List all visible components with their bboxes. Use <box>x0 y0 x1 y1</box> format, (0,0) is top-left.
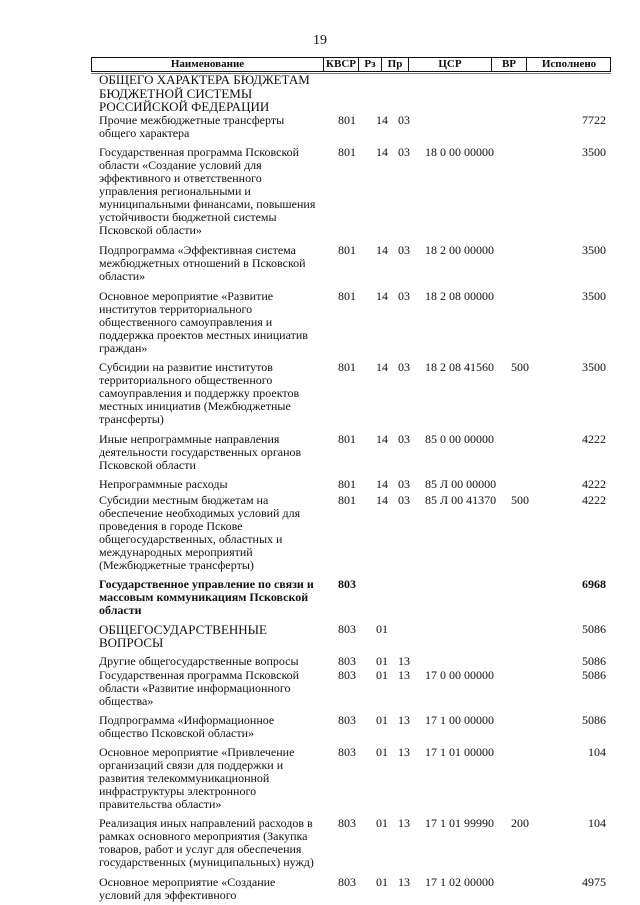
row-name-line: управления региональными и <box>99 183 251 198</box>
row-rz: 01 <box>376 712 388 727</box>
row-name-line: ОБЩЕГОСУДАРСТВЕННЫЕ ВОПРОСЫ <box>99 621 267 650</box>
row-rz: 01 <box>376 621 388 636</box>
row-name-line: общегосударственных, областных и <box>99 531 283 546</box>
table-body <box>0 73 640 902</box>
row-name <box>99 669 321 708</box>
row-name-line: граждан» <box>99 340 148 355</box>
row-kvsr: 803 <box>338 576 356 591</box>
row-name-line: институтов территориального <box>99 301 253 316</box>
table-row <box>0 290 640 355</box>
row-name-line: Субсидии на развитие институтов <box>99 359 273 374</box>
row-pr: 13 <box>398 744 410 759</box>
row-name-line: области <box>99 602 142 617</box>
row-name-line: области «Развитие информационного <box>99 680 291 695</box>
table-row <box>0 361 640 426</box>
row-name-line: местных инициатив (Межбюджетные <box>99 398 291 413</box>
row-amount: 5086 <box>582 621 606 636</box>
row-pr: 03 <box>398 431 410 446</box>
row-csr: 17 1 01 00000 <box>425 744 494 759</box>
header-csr: ЦСР <box>438 58 462 70</box>
row-rz: 14 <box>376 359 388 374</box>
table-row <box>0 876 640 902</box>
row-pr: 13 <box>398 653 410 668</box>
table-row <box>0 494 640 572</box>
header-pr: Пр <box>387 58 403 70</box>
table-header <box>91 57 611 72</box>
row-rz: 14 <box>376 144 388 159</box>
row-csr: 18 2 08 41560 <box>425 359 494 374</box>
row-amount: 6968 <box>582 576 606 591</box>
row-name-line: области «Создание условий для <box>99 157 262 172</box>
row-kvsr: 803 <box>338 815 356 830</box>
row-name <box>99 244 321 283</box>
row-name-line: муниципальными финансами, повышения <box>99 196 316 211</box>
row-kvsr: 803 <box>338 653 356 668</box>
row-name-line: самоуправления и поддержку проектов <box>99 385 300 400</box>
table-row <box>0 433 640 472</box>
row-amount: 3500 <box>582 144 606 159</box>
row-rz: 01 <box>376 653 388 668</box>
row-name-line: правительства области» <box>99 796 222 811</box>
row-name <box>99 746 321 811</box>
row-amount: 4222 <box>582 431 606 446</box>
row-csr: 17 1 00 00000 <box>425 712 494 727</box>
row-name-line: международных мероприятий <box>99 544 253 559</box>
row-name-line: Государственная программа Псковской <box>99 144 300 159</box>
row-rz: 01 <box>376 744 388 759</box>
row-pr: 03 <box>398 144 410 159</box>
row-kvsr: 803 <box>338 744 356 759</box>
row-name-line: Реализация иных направлений расходов в <box>99 815 313 830</box>
header-amount: Исполнено <box>541 58 597 70</box>
row-name-line: Государственное управление по связи и <box>99 576 314 591</box>
row-kvsr: 801 <box>338 112 356 127</box>
row-kvsr: 801 <box>338 431 356 446</box>
row-pr: 13 <box>398 815 410 830</box>
row-name-line: Псковской области <box>99 457 196 472</box>
row-name-line: рамках основного мероприятия (Закупка <box>99 828 308 843</box>
row-amount: 5086 <box>582 653 606 668</box>
row-csr: 17 1 02 00000 <box>425 874 494 889</box>
row-name-line: Основное мероприятие «Создание <box>99 874 276 889</box>
row-name-line: общество Псковской области» <box>99 725 255 740</box>
header-kvsr: КВСР <box>326 58 356 70</box>
row-name-line: Подпрограмма «Эффективная система <box>99 242 297 257</box>
row-name-line: Субсидии местным бюджетам на <box>99 492 269 507</box>
row-amount: 7722 <box>582 112 606 127</box>
row-rz: 14 <box>376 431 388 446</box>
row-pr: 13 <box>398 874 410 889</box>
row-kvsr: 803 <box>338 712 356 727</box>
row-name-line: Непрограммные расходы <box>99 476 228 491</box>
row-name <box>99 876 321 902</box>
row-csr: 17 0 00 00000 <box>425 667 494 682</box>
table-row <box>0 655 640 668</box>
row-name <box>99 714 321 740</box>
row-name-line: БЮДЖЕТНОЙ СИСТЕМЫ <box>99 85 253 101</box>
row-name-line: Другие общегосударственные вопросы <box>99 653 299 668</box>
row-pr: 03 <box>398 492 410 507</box>
row-name-line: эффективного и ответственного <box>99 170 262 185</box>
row-rz: 14 <box>376 242 388 257</box>
row-csr: 17 1 01 99990 <box>425 815 494 830</box>
row-kvsr: 803 <box>338 874 356 889</box>
row-name <box>99 655 321 668</box>
table-row <box>0 478 640 491</box>
row-name-line: РОССИЙСКОЙ ФЕДЕРАЦИИ <box>99 99 270 114</box>
row-name <box>99 478 321 491</box>
row-name-line: территориального общественного <box>99 372 273 387</box>
row-name-line: межбюджетных отношений в Псковской <box>99 255 306 270</box>
row-name-line: Подпрограмма «Информационное <box>99 712 275 727</box>
row-name-line: организаций связи для поддержки и <box>99 757 284 772</box>
row-rz: 14 <box>376 112 388 127</box>
row-name <box>99 114 321 140</box>
table-row <box>0 146 640 237</box>
row-vr: 500 <box>511 492 529 507</box>
row-rz: 14 <box>376 492 388 507</box>
row-name <box>99 494 321 572</box>
row-name <box>99 433 321 472</box>
row-amount: 4222 <box>582 476 606 491</box>
row-amount: 3500 <box>582 359 606 374</box>
row-csr: 18 2 00 00000 <box>425 242 494 257</box>
row-csr: 18 0 00 00000 <box>425 144 494 159</box>
row-amount: 4975 <box>582 874 606 889</box>
row-name-line: устойчивости бюджетной системы <box>99 209 277 224</box>
row-rz: 14 <box>376 288 388 303</box>
row-rz: 01 <box>376 667 388 682</box>
row-kvsr: 801 <box>338 144 356 159</box>
table-row <box>0 623 640 650</box>
header-name: Наименование <box>170 58 245 70</box>
row-pr: 03 <box>398 112 410 127</box>
row-rz: 01 <box>376 815 388 830</box>
row-amount: 104 <box>588 744 606 759</box>
row-name-line: Государственная программа Псковской <box>99 667 300 682</box>
row-kvsr: 801 <box>338 359 356 374</box>
row-amount: 3500 <box>582 288 606 303</box>
row-name-line: Прочие межбюджетные трансферты <box>99 112 285 127</box>
row-name-line: поддержка проектов местных инициатив <box>99 327 308 342</box>
row-name-line: ОБЩЕГО ХАРАКТЕРА БЮДЖЕТАМ <box>99 72 310 87</box>
row-kvsr: 801 <box>338 492 356 507</box>
row-vr: 200 <box>511 815 529 830</box>
table-row <box>0 669 640 708</box>
row-name-line: (Межбюджетные трансферты) <box>99 557 254 572</box>
row-name <box>99 578 321 617</box>
row-name <box>99 146 321 237</box>
row-name-line: общества» <box>99 693 154 708</box>
row-name-line: проведения в городе Пскове <box>99 518 243 533</box>
row-csr: 85 0 00 00000 <box>425 431 494 446</box>
row-name-line: условий для эффективного <box>99 887 237 902</box>
row-kvsr: 801 <box>338 476 356 491</box>
row-name-line: государственных (муниципальных) нужд) <box>99 854 314 869</box>
row-kvsr: 801 <box>338 288 356 303</box>
row-name <box>99 817 321 869</box>
row-csr: 85 Л 00 41370 <box>425 492 497 507</box>
row-kvsr: 803 <box>338 667 356 682</box>
row-name-line: инфраструктуры электронного <box>99 783 257 798</box>
row-name-line: товаров, работ и услуг для обеспечения <box>99 841 302 856</box>
row-kvsr: 801 <box>338 242 356 257</box>
row-name-line: Псковской области» <box>99 222 202 237</box>
table-row <box>0 714 640 740</box>
row-name-line: общего характера <box>99 125 190 140</box>
row-pr: 03 <box>398 288 410 303</box>
header-rz: Рз <box>364 58 376 70</box>
page-number: 19 <box>313 33 327 48</box>
row-pr: 13 <box>398 712 410 727</box>
table-row <box>0 746 640 811</box>
row-amount: 104 <box>588 815 606 830</box>
row-name-line: массовым коммуникациям Псковской <box>99 589 309 604</box>
header-vr: ВР <box>501 58 517 70</box>
row-pr: 13 <box>398 667 410 682</box>
row-pr: 03 <box>398 242 410 257</box>
row-csr: 85 Л 00 00000 <box>425 476 497 491</box>
row-amount: 5086 <box>582 667 606 682</box>
row-name-line: общественного самоуправления и <box>99 314 273 329</box>
row-kvsr: 803 <box>338 621 356 636</box>
table-row <box>0 244 640 283</box>
row-csr: 18 2 08 00000 <box>425 288 494 303</box>
row-name-line: обеспечение необходимых условий для <box>99 505 301 520</box>
row-name-line: области» <box>99 268 146 283</box>
row-pr: 03 <box>398 476 410 491</box>
row-amount: 5086 <box>582 712 606 727</box>
row-rz: 14 <box>376 476 388 491</box>
row-vr: 500 <box>511 359 529 374</box>
row-name <box>99 290 321 355</box>
row-name-line: Основное мероприятие «Привлечение <box>99 744 295 759</box>
row-name-line: трансферты) <box>99 411 164 426</box>
table-row <box>0 114 640 140</box>
row-name <box>99 623 321 650</box>
row-amount: 3500 <box>582 242 606 257</box>
row-name-line: развития телекоммуникационной <box>99 770 270 785</box>
row-pr: 03 <box>398 359 410 374</box>
table-row <box>0 73 640 114</box>
row-name-line: деятельности государственных органов <box>99 444 302 459</box>
row-amount: 4222 <box>582 492 606 507</box>
row-name <box>99 73 321 114</box>
row-name-line: Основное мероприятие «Развитие <box>99 288 274 303</box>
table-row <box>0 817 640 869</box>
table-row <box>0 578 640 617</box>
row-name-line: Иные непрограммные направления <box>99 431 280 446</box>
row-name <box>99 361 321 426</box>
row-rz: 01 <box>376 874 388 889</box>
